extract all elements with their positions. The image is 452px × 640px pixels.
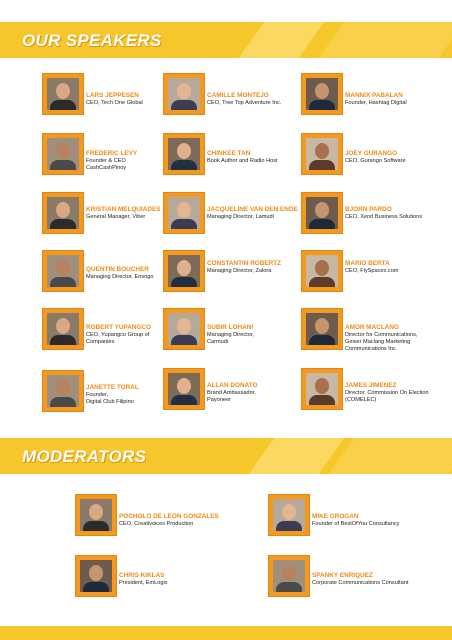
speaker-role: General Manager, Viber [86,214,146,220]
moderator-photo [75,494,117,536]
speaker-photo [42,250,84,292]
speaker-role: Managing Director, Zalora [207,268,272,274]
speaker-name: JACQUELINE VAN DEN ENDE [207,206,298,213]
speaker-photo [163,250,205,292]
speaker-role: CEO, Tree Top Adventure Inc. [207,100,282,106]
speaker-name: JANETTE TORAL [86,384,139,391]
speaker-role: Carmudi [207,339,229,345]
speaker-role: CEO, Yupangco Group of [86,332,150,338]
moderator-role: Corporate Communications Consultant [312,580,409,586]
moderator-name: CHRIS KIKLAS [119,572,165,579]
speaker-name: LARS JEPPESEN [86,92,139,99]
speaker-name: AMOR MACLANG [345,324,399,331]
speaker-role: Geiser Maclang Marketing [345,339,411,345]
moderators-section-title: MODERATORS [22,447,147,466]
moderator-role: President, EmLogix [119,580,168,586]
speaker-name: BJORN PARDO [345,206,392,213]
speaker-photo [301,368,343,410]
speaker-photo [42,308,84,350]
speaker-role: Director for Communications, [345,332,418,338]
moderator-photo [268,494,310,536]
speakers-section-title: OUR SPEAKERS [22,31,162,50]
speaker-name: FREDERIC LEVY [86,150,138,157]
speaker-role: Digital Club Filipino [86,399,134,405]
speaker-role: Managing Director, [207,332,254,338]
speaker-role: CashCashPinoy [86,165,127,171]
speaker-photo [301,73,343,115]
speaker-role: CEO, FlySpaces.com [345,268,399,274]
speaker-role: CEO, Tech One Global [86,100,143,106]
speaker-name: ALLAN DONATO [207,382,258,389]
speaker-role: Founder, Hashtag Digital [345,100,407,106]
speaker-role: Founder, [86,392,109,398]
speaker-name: SUBIR LOHANI [207,324,254,331]
speaker-role: Brand Ambassador, [207,390,256,396]
speaker-name: JAMES JIMENEZ [345,382,397,389]
moderator-name: POCHOLO DE LEON GONZALES [119,513,219,520]
speaker-name: KRISTIAN MELQUIADES [86,206,161,213]
speaker-role: Founder & CEO [86,158,126,164]
speaker-photo [163,192,205,234]
moderator-photo [268,555,310,597]
speaker-photo [301,250,343,292]
speaker-role: Communications Inc. [345,346,398,352]
speaker-photo [42,73,84,115]
speaker-photo [301,192,343,234]
speaker-photo [42,192,84,234]
speaker-name: CHINKEE TAN [207,150,251,157]
speaker-photo [301,308,343,350]
speaker-photo [163,133,205,175]
speaker-photo [42,133,84,175]
moderator-name: MIKE GROGAN [312,513,359,520]
footer-band [0,626,452,640]
moderator-photo [75,555,117,597]
speaker-photo [163,308,205,350]
speaker-name: ROBERT YUPANGCO [86,324,152,331]
speaker-role: CEO, Gurango Software [345,158,406,164]
speaker-role: Book Author and Radio Host [207,158,278,164]
speaker-photo [163,368,205,410]
speaker-role: Managing Director, Ensogo [86,274,154,280]
speaker-name: QUENTIN BOUCHER [86,266,149,273]
speaker-photo [163,73,205,115]
moderator-role: CEO, Creativoices Production [119,521,194,527]
moderator-name: SPANKY ENRIQUEZ [312,572,373,579]
speaker-photo [301,133,343,175]
speaker-name: CAMILLE MONTEJO [207,92,269,99]
speaker-role: Payoneer [207,397,231,403]
speaker-name: MANNIX PABALAN [345,92,403,99]
speaker-role: Companies [86,339,115,345]
speaker-name: CONSTANTIN ROBERTZ [207,260,282,267]
speaker-role: Managing Director, Lamudi [207,214,274,220]
speaker-role: Director, Commission On Election [345,390,429,396]
moderator-role: Founder of BestOfYou Consultancy [312,521,400,527]
speaker-photo [42,370,84,412]
speaker-name: MARIO BERTA [345,260,390,267]
speaker-name: JOEY GURANGO [345,150,398,157]
speaker-role: CEO, Xend Business Solutions [345,214,423,220]
speaker-role: (COMELEC) [345,397,377,403]
